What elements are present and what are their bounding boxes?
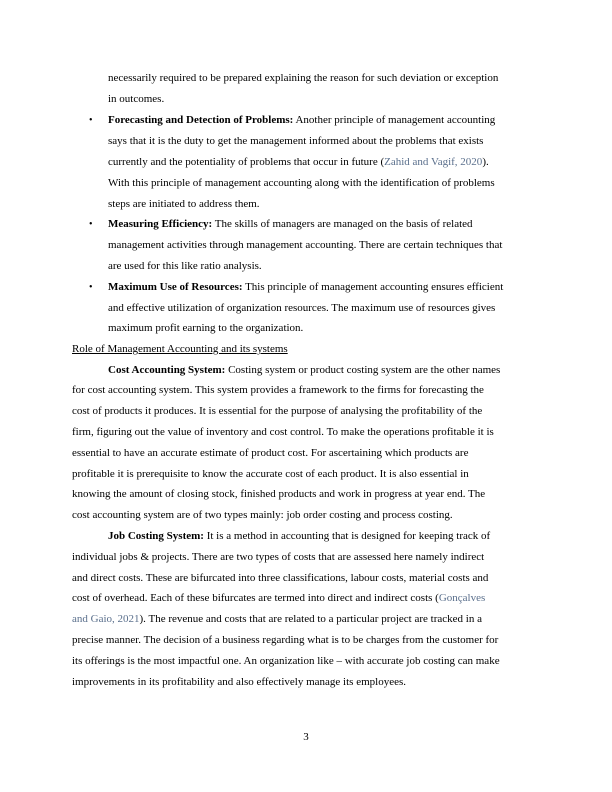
bullet-resources-heading: Maximum Use of Resources: [108, 281, 243, 293]
job-costing-line-8: improvements in its profitability and also effectively manage its employees. [72, 676, 406, 688]
cost-accounting-heading: Cost Accounting System: [108, 364, 226, 376]
job-costing-line-1 [108, 530, 490, 543]
bullet-forecasting-text: Another principle of management accounting [293, 114, 496, 126]
bullet-forecasting-line-3 [108, 156, 489, 169]
job-costing-text: It is a method in accounting that is designed for keeping track of [203, 530, 491, 542]
cost-accounting-line-3: cost of products it produces. It is essential for the purpose of analysing the profitability of the [72, 405, 483, 417]
cost-accounting-line-6: profitable it is prerequisite to know the accurate cost of each product. It is also essential in [72, 468, 469, 480]
bullet-forecasting-line-5: steps are initiated to address them. [108, 198, 260, 210]
cost-accounting-text: Costing system or product costing system are the other names [225, 364, 501, 376]
job-costing-line-3: and direct costs. These are bifurcated into three classifications, labour costs, material costs and [72, 572, 489, 584]
page-number: 3 [303, 731, 309, 743]
citation: Zahid and Vagif, 2020 [384, 156, 483, 168]
cost-accounting-line-7: knowing the amount of closing stock, finished products and work in progress at year end. The [72, 488, 486, 500]
job-costing-text: cost of overhead. Each of these bifurcates are termed into direct and indirect costs ( [72, 592, 439, 604]
bullet-icon: • [89, 282, 93, 293]
bullet-forecasting-line-1 [108, 114, 495, 127]
cost-accounting-line-4: firm, figuring out the value of inventory and cost control. To make the operations profitable it is [72, 426, 494, 438]
cost-accounting-line-5: essential to have an accurate estimate of product cost. For ascertaining which products are [72, 447, 469, 459]
bullet-forecasting-heading: Forecasting and Detection of Problems: [108, 114, 294, 126]
bullet-efficiency-line-1 [108, 218, 473, 231]
cost-accounting-line-8: cost accounting system are of two types mainly: job order costing and process costing. [72, 509, 453, 521]
job-costing-heading: Job Costing System: [108, 530, 204, 542]
bullet-icon: • [89, 219, 93, 230]
cost-accounting-line-2: for cost accounting system. This system provides a framework to the firms for forecasting the [72, 384, 484, 396]
bullet-efficiency-line-3: are used for this like ratio analysis. [108, 260, 262, 272]
citation: and Gaio, 2021 [72, 613, 140, 625]
bullet-forecasting-line-2: says that it is the duty to get the management informed about the problems that exists [108, 135, 484, 147]
bullet-efficiency-line-2: management activities through management accounting. There are certain techniques that [108, 239, 503, 251]
bullet-efficiency-heading: Measuring Efficiency: [108, 218, 213, 230]
bullet-resources-line-2: and effective utilization of organization resources. The maximum use of resources gives [108, 302, 496, 314]
cost-accounting-line-1 [108, 364, 500, 377]
job-costing-line-7: its offerings is the most impactful one. An organization like – with accurate job costing can make [72, 655, 500, 667]
job-costing-line-4 [72, 592, 485, 605]
job-costing-line-6: precise manner. The decision of a business regarding what is to be charges from the customer for [72, 634, 499, 646]
bullet-resources-line-1 [108, 281, 503, 294]
bullet-resources-text: This principle of management accounting ensures efficient [242, 281, 504, 293]
job-costing-text: ). The revenue and costs that are related to a particular project are tracked in a [139, 613, 482, 625]
section-heading: Role of Management Accounting and its systems [72, 343, 288, 355]
bullet-icon: • [89, 115, 93, 126]
bullet-forecasting-line-4: With this principle of management accounting along with the identification of problems [108, 177, 495, 189]
continuation-line-2: in outcomes. [108, 93, 165, 105]
job-costing-line-5 [72, 613, 482, 626]
bullet-resources-line-3: maximum profit earning to the organization. [108, 322, 304, 334]
bullet-efficiency-text: The skills of managers are managed on the basis of related [212, 218, 473, 230]
bullet-forecasting-text: currently and the potentiality of problems that occur in future ( [108, 156, 385, 168]
bullet-forecasting-text: ). [482, 156, 489, 168]
job-costing-line-2: individual jobs & projects. There are two types of costs that are assessed here namely indirect [72, 551, 485, 563]
continuation-line-1: necessarily required to be prepared explaining the reason for such deviation or exception [108, 72, 499, 84]
citation: Gonçalves [438, 592, 486, 604]
